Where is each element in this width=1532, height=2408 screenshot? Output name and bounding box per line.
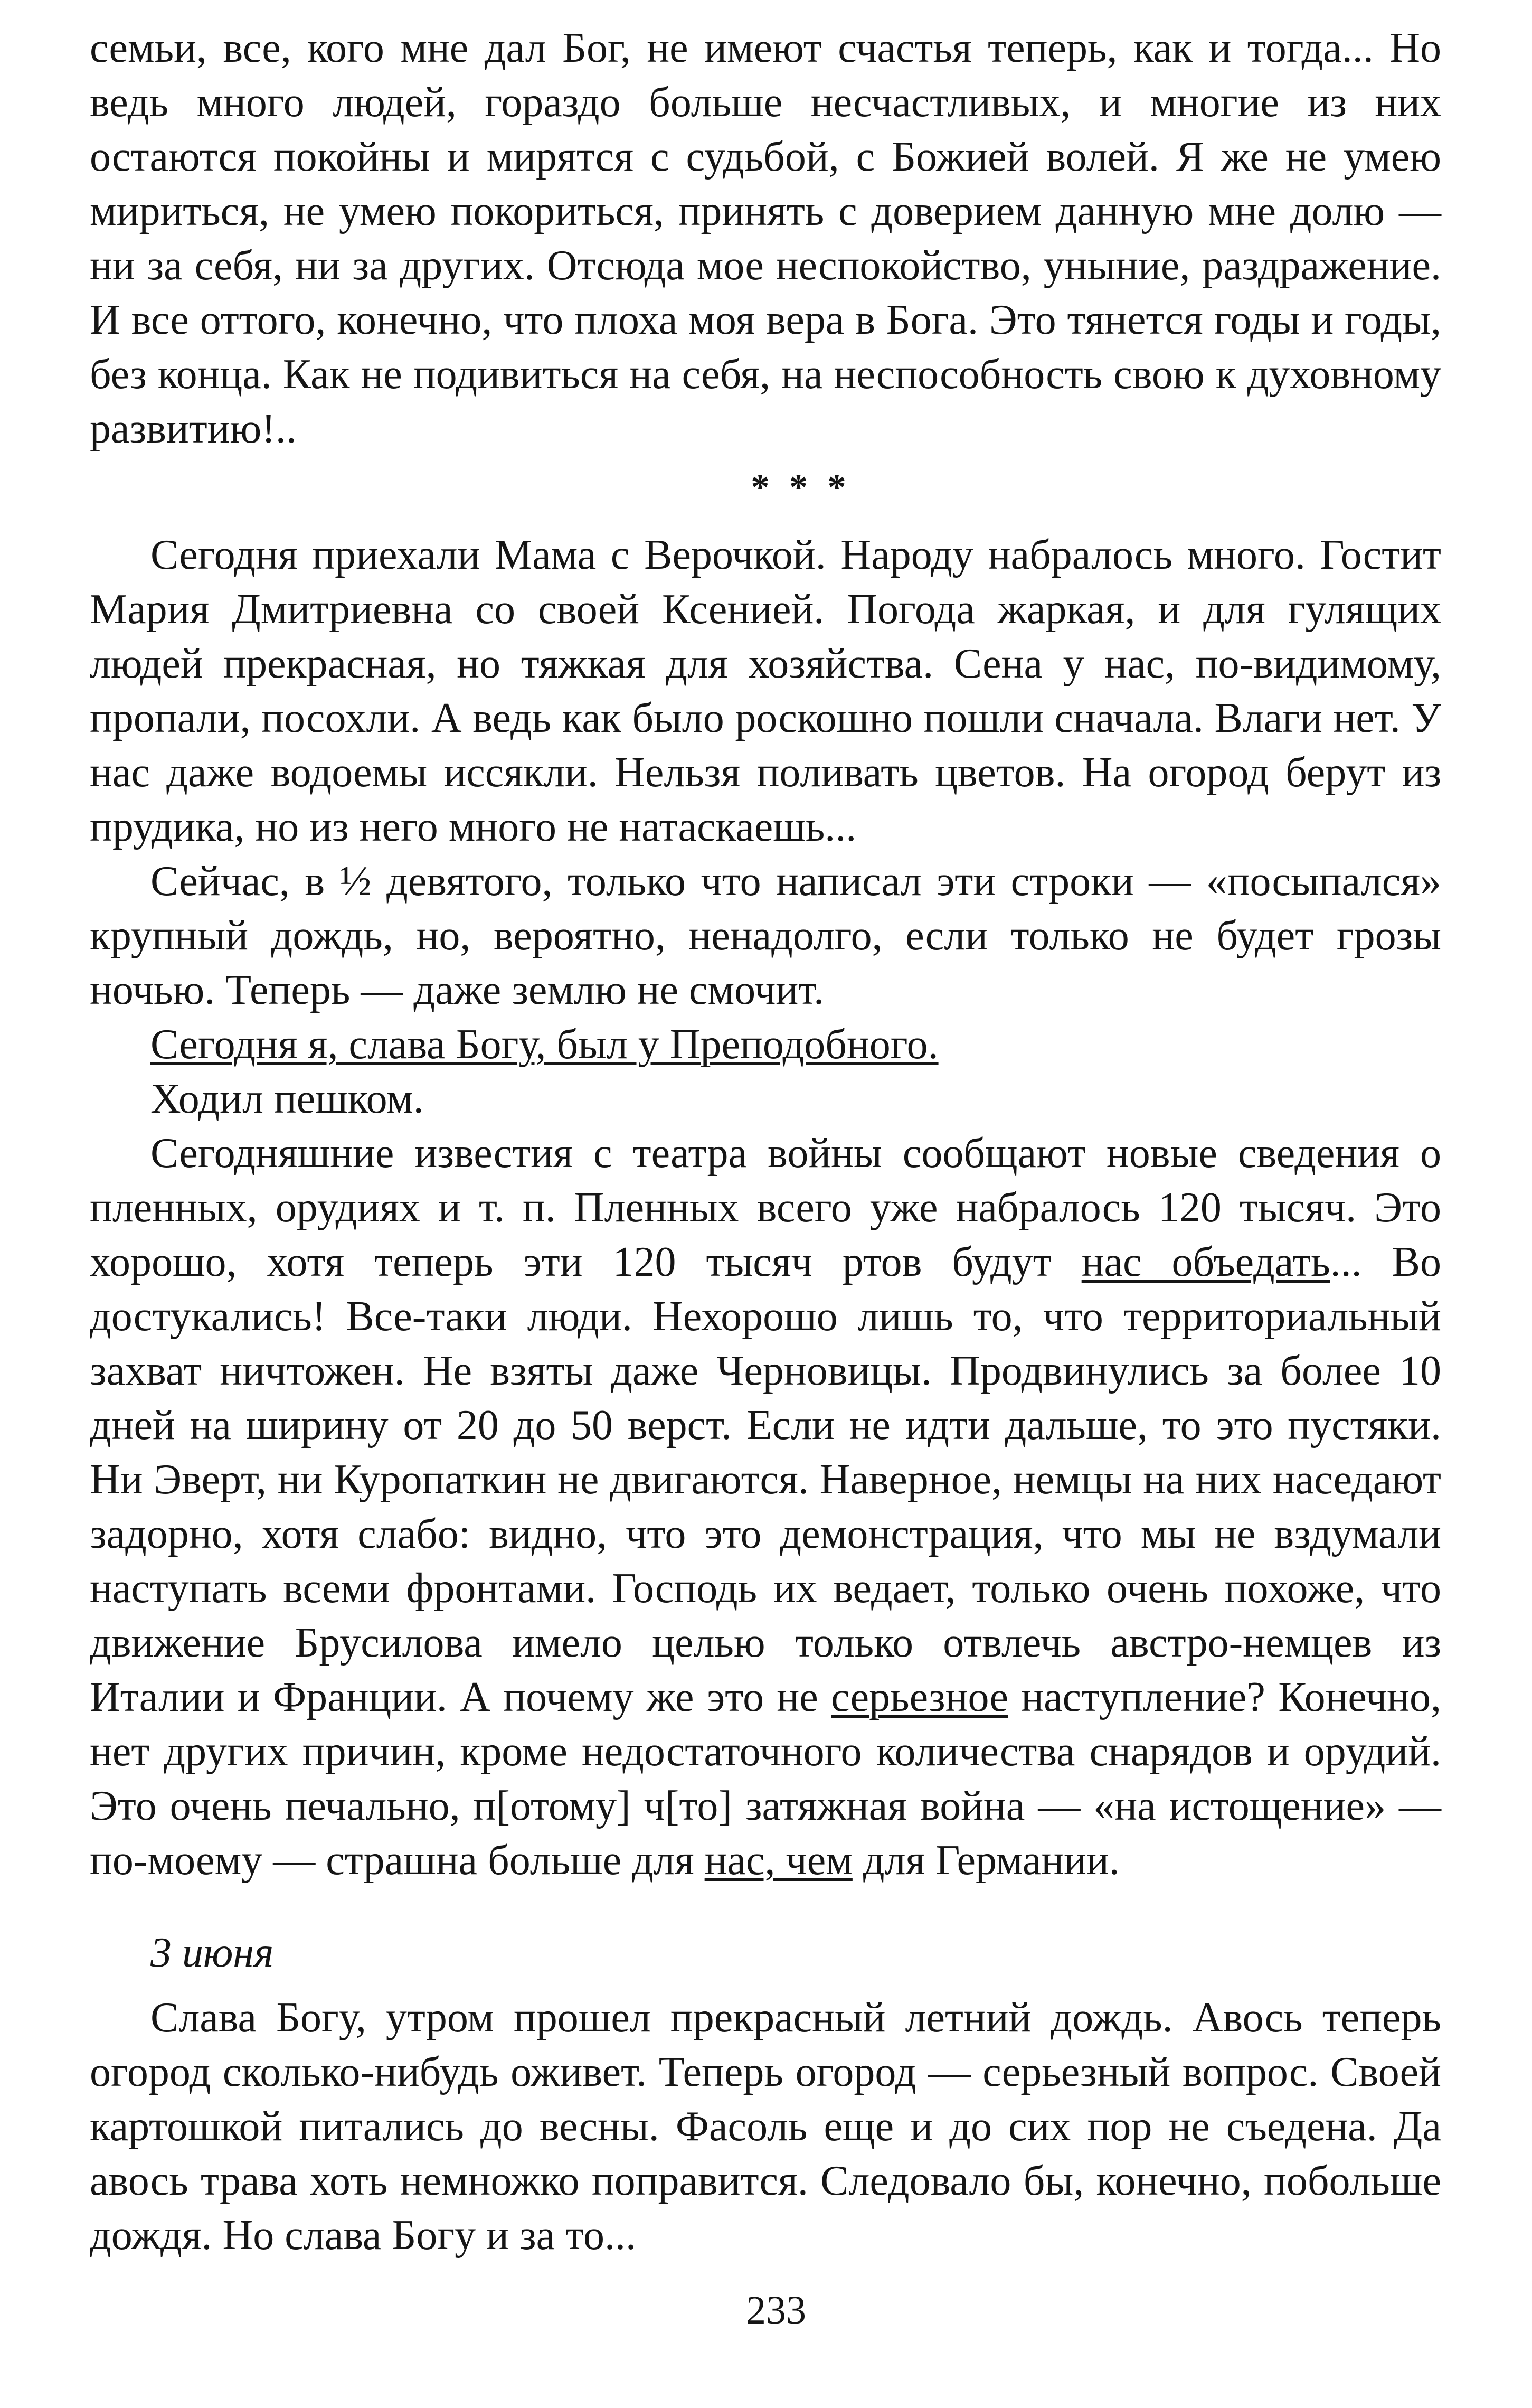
war-news-part-c: наступление? Конечно, нет других причин, кроме недостаточного количества снарядов и орудий. Это очень печально, п[отому] ч[то] затяжная война — «на истощение» — по-моему — страшна больше для [90, 1674, 1441, 1884]
paragraph-visit [90, 1018, 1441, 1072]
underlined-phrase-1: нас объедать [1081, 1239, 1330, 1285]
war-news-part-a: Сегодняшние известия с театра войны сообщают новые сведения о пленных, орудиях и т. п. Пленных всего уже набралось 120 тысяч. Это хорошо, хотя теперь эти 120 тысяч ртов будут [90, 1130, 1441, 1285]
paragraph-arrival: Сегодня приехали Мама с Верочкой. Народу набралось много. Гостит Мария Дмитриевна со своей Ксенией. Погода жаркая, и для гулящих людей прекрасная, но тяжкая для хозяйства. Сена у нас, по-видимому, пропали, посохли. А ведь как было роскошно пошли сначала. Влаги нет. У нас даже водоемы иссякли. Нельзя поливать цветов. На огород берут из прудика, но из него много не натаскаешь... [90, 532, 1441, 850]
book-page [90, 21, 1441, 2387]
underlined-visit-text: Сегодня я, слава Богу, был у Преподобного. [150, 1021, 939, 1068]
underlined-phrase-3: нас, чем [704, 1837, 853, 1884]
page-body [90, 21, 1441, 2263]
underlined-phrase-2: серьезное [831, 1674, 1008, 1720]
paragraph-continuation: семьи, все, кого мне дал Бог, не имеют счастья теперь, как и тогда... Но ведь много людей, гораздо больше несчастливых, и многие из них остаются покойны и мирятся с судьбой, с Божией волей. Я же не умею мириться, не умею покориться, принять с доверием данную мне долю — ни за себя, ни за других. Отсюда мое неспокойство, уныние, раздражение. И все оттого, конечно, что плоха моя вера в Бога. Это тянется годы и годы, без конца. Как не подивиться на себя, на неспособность свою к духовному развитию!.. [90, 25, 1441, 452]
paragraph-walk: Ходил пешком. [150, 1076, 424, 1122]
diary-date-heading: 3 июня [150, 1930, 274, 1976]
page-number: 233 [746, 2288, 806, 2332]
paragraph-rain: Сейчас, в ½ девятого, только что написал эти строки — «посыпался» крупный дождь, но, вероятно, ненадолго, если только не будет грозы ночью. Теперь — даже землю не смочит. [90, 858, 1441, 1013]
section-separator: * * * [751, 467, 852, 508]
paragraph-june-3: Слава Богу, утром прошел прекрасный летний дождь. Авось теперь огород сколько-нибудь оживет. Теперь огород — серьезный вопрос. Своей картошкой питались до весны. Фасоль еще и до сих пор не съедена. Да авось трава хоть немножко поправится. Следовало бы, конечно, побольше дождя. Но слава Богу и за то... [90, 1995, 1441, 2259]
war-news-part-b: ... Во достукались! Все-таки люди. Нехорошо лишь то, что территориальный захват ничтожен. Не взяты даже Черновицы. Продвинулись за более 10 дней на ширину от 20 до 50 верст. Если не идти дальше, то это пустяки. Ни Эверт, ни Куропаткин не двигаются. Наверное, немцы на них наседают задорно, хотя слабо: видно, что это демонстрация, что мы не вздумали наступать всеми фронтами. Господь их ведает, только очень похоже, что движение Брусилова имело целью только отвлечь австро-немцев из Италии и Франции. А почему же это не [90, 1239, 1441, 1720]
paragraph-war-news [90, 1126, 1441, 1888]
war-news-part-d: для Германии. [852, 1837, 1120, 1884]
